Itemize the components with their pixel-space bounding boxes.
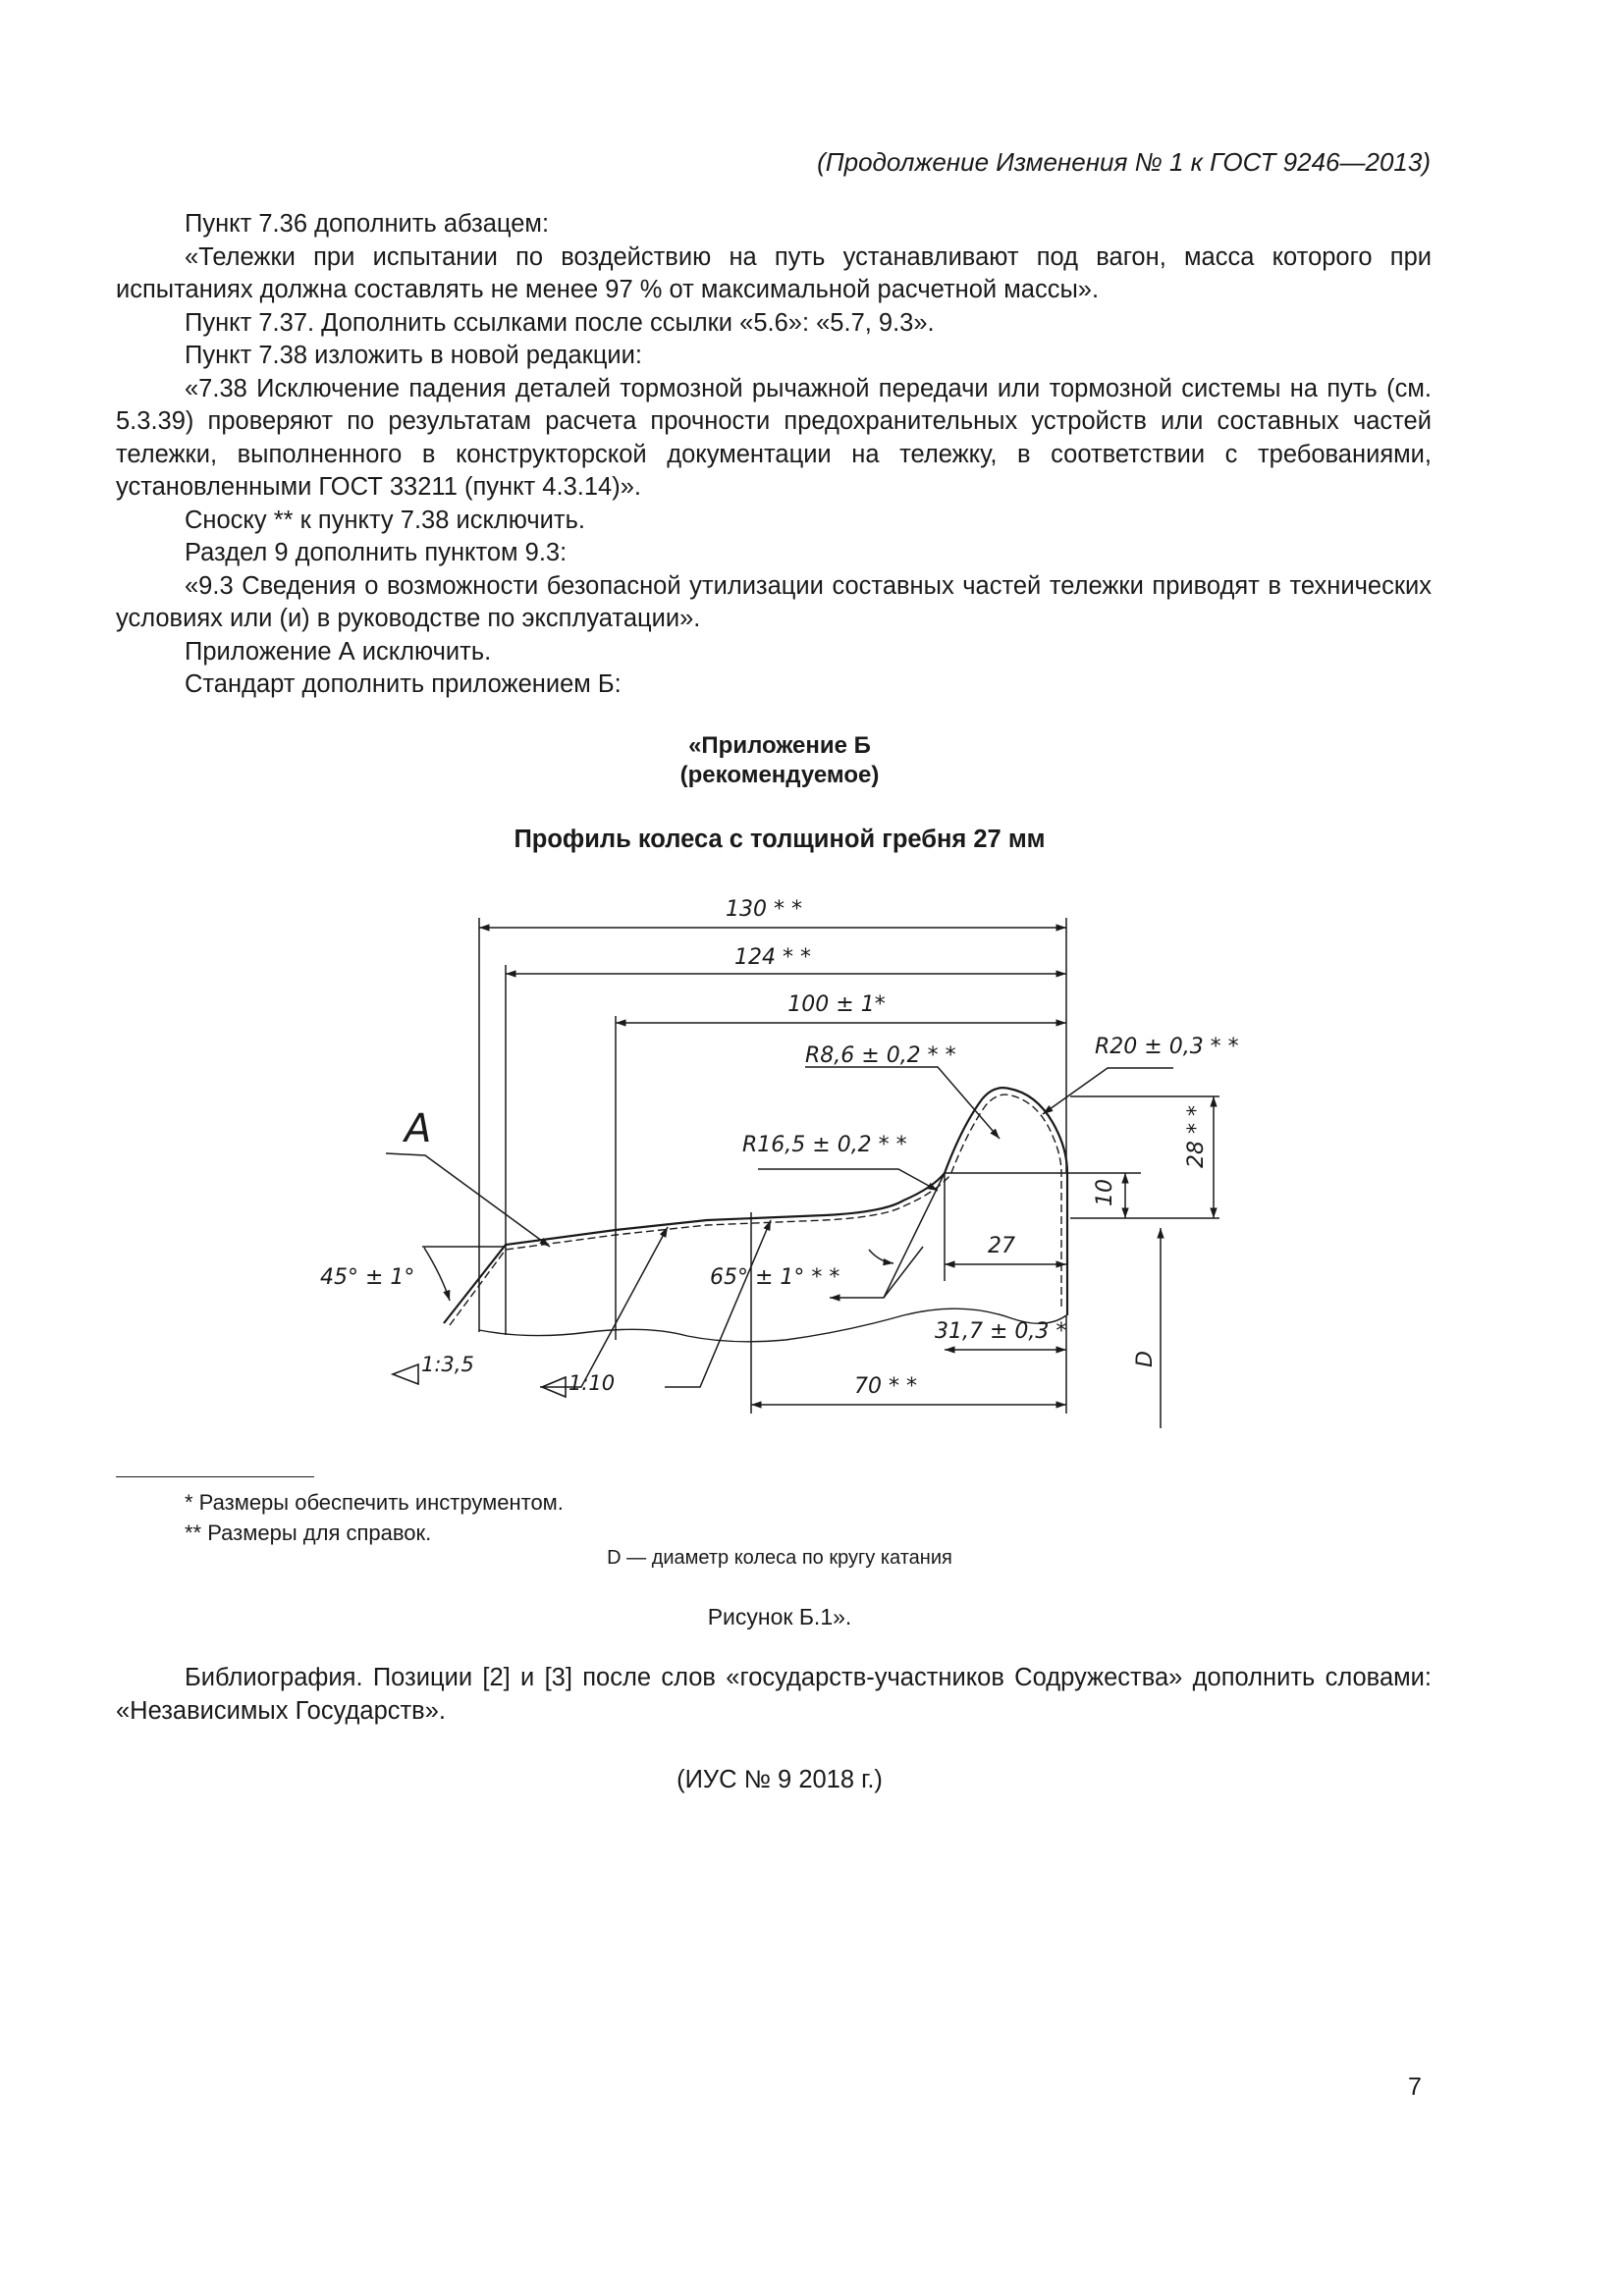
leader-a [386, 1153, 550, 1247]
label-taper-1-3-5: 1:3,5 [421, 1353, 474, 1376]
leader-65-line [884, 1173, 945, 1298]
footnote: * Размеры обеспечить инструментом. [185, 1490, 564, 1515]
leader-r16-5 [758, 1169, 938, 1191]
label-31-7: 31,7 ± 0,3 * [935, 1319, 1067, 1344]
figure-title: Профиль колеса с толщиной гребня 27 мм [514, 826, 1046, 853]
paragraph: Пункт 7.36 дополнить абзацем: [185, 210, 550, 238]
footnote: ** Размеры для справок. [185, 1521, 432, 1545]
page-number: 7 [1408, 2073, 1422, 2101]
paragraph: Раздел 9 дополнить пунктом 9.3: [185, 539, 568, 566]
label-10: 10 [1093, 1179, 1117, 1206]
label-angle-65: 65° ± 1° * * [710, 1265, 840, 1290]
angle-arc-45 [424, 1248, 450, 1301]
leader-r8-6 [805, 1067, 1000, 1139]
label-d: D [1133, 1351, 1158, 1367]
paragraph: Пункт 7.38 изложить в новой редакции: [185, 342, 643, 369]
label-angle-45: 45° ± 1° [320, 1265, 415, 1290]
leader-taper-1-10 [665, 1220, 771, 1387]
angle-arc-65 [869, 1250, 893, 1263]
label-124: 124 * * [734, 945, 811, 970]
footnote-divider [116, 1476, 314, 1477]
label-130: 130 * * [726, 897, 802, 922]
paragraph: Сноску ** к пункту 7.38 исключить. [185, 506, 585, 534]
leader-taper-1-3-5 [540, 1227, 668, 1387]
label-a: A [405, 1106, 432, 1151]
paragraph: «7.38 Исключение падения деталей тормозной рычажной передачи или тормозной системы на путь (см. 5.3.39) проверяют по результатам расчета прочности предохранительных устройств или составных частей тележки, выполненного в конструкторской документации на тележку, в соответствии с требованиями, установленными ГОСТ 33211 (пункт 4.3.14)». [116, 374, 1432, 501]
paragraph: Стандарт дополнить приложением Б: [185, 670, 622, 698]
bibliography-amendment [116, 1662, 1432, 1728]
label-27: 27 [988, 1234, 1015, 1258]
paragraph: «Тележки при испытании по воздействию на путь устанавливают под вагон, масса которого при испытаниях должна составлять не менее 97 % от максимальной расчетной массы». [116, 242, 1432, 303]
running-header: (Продолжение Изменения № 1 к ГОСТ 9246—2013) [817, 147, 1431, 177]
paragraph: «9.3 Сведения о возможности безопасной утилизации составных частей тележки приводят в технических условиях или (и) в руководстве по эксплуатации». [116, 571, 1432, 632]
label-100: 100 ± 1* [787, 992, 886, 1017]
appendix-status: (рекомендуемое) [679, 762, 880, 788]
paragraph: Библиография. Позиции [2] и [3] после слов «государств-участников Содружества» дополнить словами: «Независимых Государств». [116, 1664, 1432, 1725]
wheel-profile-drawing [295, 879, 1276, 1428]
label-28: 28 * * [1184, 1105, 1209, 1168]
label-r8-6: R8,6 ± 0,2 * * [805, 1043, 956, 1068]
paragraph: Пункт 7.37. Дополнить ссылками после ссылки «5.6»: «5.7, 9.3». [185, 308, 935, 337]
appendix-title: «Приложение Б [688, 732, 871, 759]
figure-caption: Рисунок Б.1». [707, 1604, 852, 1629]
wheel-profile-dashed [450, 1095, 1061, 1325]
paragraph: Приложение А исключить. [185, 637, 492, 666]
label-taper-1-10: 1:10 [568, 1371, 616, 1395]
leader-r20 [1043, 1068, 1173, 1114]
label-r20: R20 ± 0,3 * * [1095, 1035, 1239, 1059]
amendment-text [116, 208, 1432, 702]
taper-symbol-icon [393, 1364, 418, 1384]
label-r16-5: R16,5 ± 0,2 * * [742, 1133, 907, 1157]
ius-reference: (ИУС № 9 2018 г.) [677, 1766, 883, 1793]
leader-65-angle [830, 1247, 923, 1298]
label-70: 70 * * [854, 1374, 917, 1399]
diameter-note: D — диаметр колеса по кругу катания [607, 1547, 952, 1569]
